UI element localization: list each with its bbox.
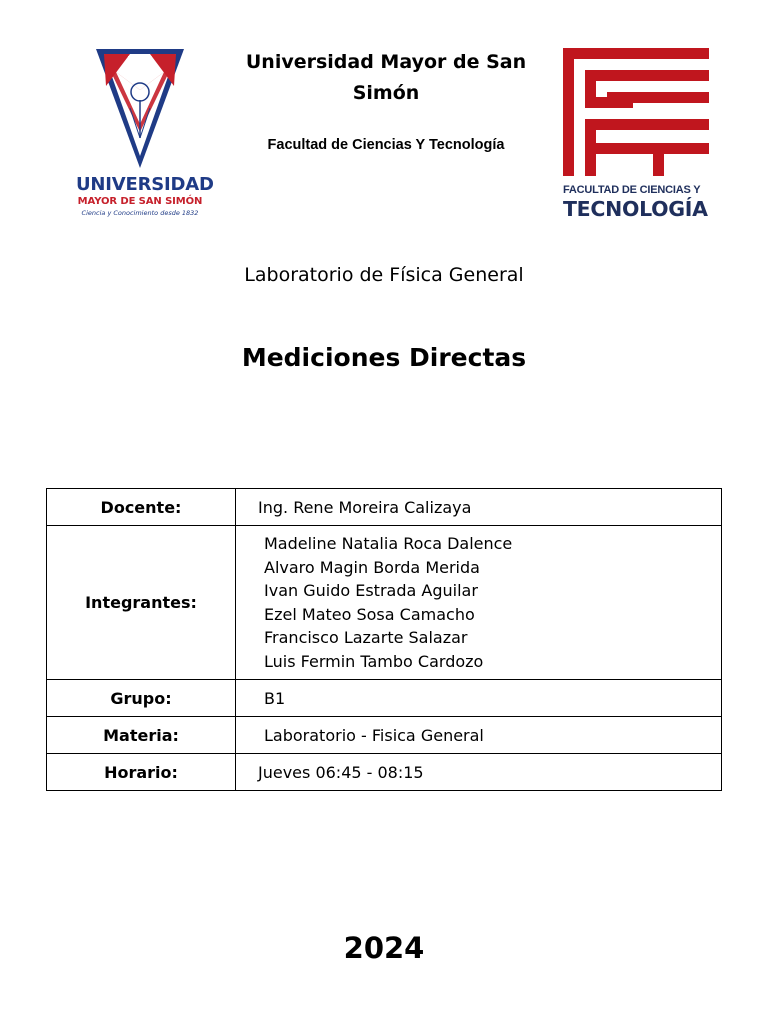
docente-label: Docente:	[47, 489, 236, 526]
fcyt-logo	[563, 48, 713, 223]
table-row	[47, 717, 722, 754]
table-row	[47, 754, 722, 791]
umss-logo-word-universidad: UNIVERSIDAD	[76, 174, 214, 195]
lab-title: Laboratorio de Física General	[244, 264, 524, 286]
grupo-value: B1	[236, 680, 722, 717]
umss-acronym: UMSS	[127, 55, 153, 64]
list-item: Madeline Natalia Roca Dalence	[264, 534, 513, 553]
info-table	[46, 488, 722, 791]
fcyt-mark-icon	[563, 48, 711, 176]
list-item: Ezel Mateo Sosa Camacho	[264, 604, 475, 624]
horario-label: Horario:	[47, 754, 236, 791]
faculty-name: Facultad de Ciencias Y Tecnología	[267, 137, 505, 153]
year: 2024	[343, 931, 425, 965]
fcyt-logo-line2: TECNOLOGÍA	[563, 197, 708, 221]
umss-logo	[76, 46, 214, 218]
grupo-label: Grupo:	[47, 680, 236, 717]
integrantes-list	[236, 526, 722, 680]
materia-label: Materia:	[47, 717, 236, 754]
report-title: Mediciones Directas	[241, 343, 527, 372]
list-item: Ivan Guido Estrada Aguilar	[264, 581, 478, 600]
umss-logo-word-mayor: MAYOR DE SAN SIMÓN	[77, 196, 203, 207]
fcyt-logo-line1: FACULTAD DE CIENCIAS Y	[563, 184, 701, 196]
table-row	[47, 526, 722, 680]
university-name: Universidad Mayor de San Simón	[245, 51, 527, 104]
materia-value: Laboratorio - Fisica General	[236, 717, 722, 754]
table-row	[47, 489, 722, 526]
list-item: Alvaro Magin Borda Merida	[264, 557, 480, 577]
umss-logo-motto: Ciencia y Conocimiento desde 1832	[81, 209, 199, 217]
list-item: Luis Fermin Tambo Cardozo	[264, 651, 484, 671]
integrantes-label: Integrantes:	[47, 526, 236, 680]
table-row	[47, 680, 722, 717]
umss-shield-icon	[94, 46, 186, 170]
list-item: Francisco Lazarte Salazar	[264, 628, 468, 647]
horario-value: Jueves 06:45 - 08:15	[236, 754, 722, 791]
docente-value: Ing. Rene Moreira Calizaya	[236, 489, 722, 526]
